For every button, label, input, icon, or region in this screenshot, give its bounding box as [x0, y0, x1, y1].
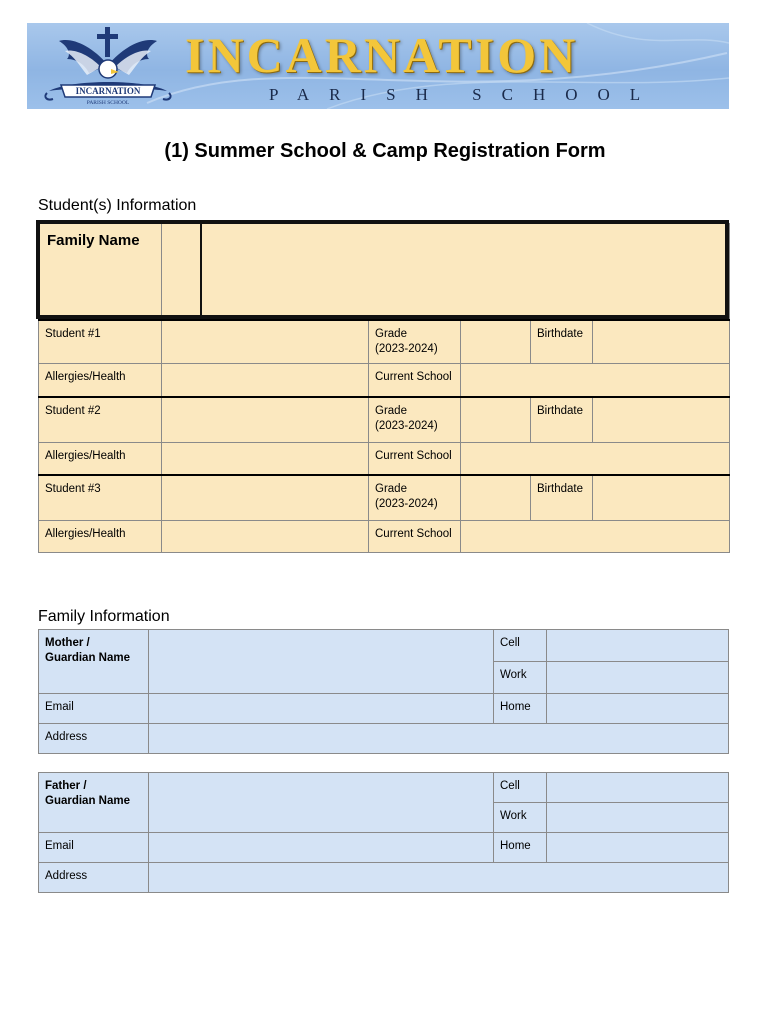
mother-email-label: Email: [39, 694, 149, 724]
mother-address-field[interactable]: [149, 724, 729, 754]
student-1-label: Student #1: [39, 320, 162, 364]
crest-subtext: PARISH SCHOOL: [86, 100, 130, 106]
student-1-grade-field[interactable]: [461, 320, 531, 364]
students-section-heading: Student(s) Information: [38, 197, 197, 214]
student-3-grade-field[interactable]: [461, 475, 531, 521]
family-section-heading: Family Information: [38, 608, 170, 625]
father-name-label: Father / Guardian Name: [39, 773, 149, 833]
student-3-school-field[interactable]: [461, 521, 730, 553]
student-1-allergies-label: Allergies/Health: [39, 364, 162, 397]
family-name-field[interactable]: [162, 224, 730, 320]
form-title: (1) Summer School & Camp Registration Form: [164, 140, 606, 162]
student-1-school-field[interactable]: [461, 364, 730, 397]
student-1-birthdate-field[interactable]: [593, 320, 730, 364]
mother-name-label: Mother / Guardian Name: [39, 630, 149, 694]
father-address-field[interactable]: [149, 863, 729, 893]
student-2-allergies-label: Allergies/Health: [39, 443, 162, 475]
student-2-school-field[interactable]: [461, 443, 730, 475]
father-cell-field[interactable]: [547, 773, 729, 803]
mother-info-table: [38, 629, 729, 754]
student-3-school-label: Current School: [369, 521, 461, 553]
mother-home-label: Home: [494, 694, 547, 724]
student-3-grade-label: Grade (2023-2024): [369, 475, 461, 521]
student-2-grade-field[interactable]: [461, 397, 531, 443]
eagle-crest-logo: [41, 25, 175, 107]
family-name-label: Family Name: [39, 224, 162, 320]
student-2-birthdate-label: Birthdate: [531, 397, 593, 443]
father-info-table: [38, 772, 729, 893]
crest-text: INCARNATION: [75, 86, 141, 96]
father-email-field[interactable]: [149, 833, 494, 863]
mother-home-field[interactable]: [547, 694, 729, 724]
student-2-label: Student #2: [39, 397, 162, 443]
student-3-birthdate-field[interactable]: [593, 475, 730, 521]
mother-cell-label: Cell: [494, 630, 547, 662]
father-work-field[interactable]: [547, 803, 729, 833]
father-email-label: Email: [39, 833, 149, 863]
student-1-birthdate-label: Birthdate: [531, 320, 593, 364]
father-home-label: Home: [494, 833, 547, 863]
student-1-name-field[interactable]: [162, 320, 369, 364]
school-subtitle: PARISH SCHOOL: [269, 85, 661, 104]
student-2-birthdate-field[interactable]: [593, 397, 730, 443]
student-2-name-field[interactable]: [162, 397, 369, 443]
student-3-name-field[interactable]: [162, 475, 369, 521]
father-cell-label: Cell: [494, 773, 547, 803]
father-work-label: Work: [494, 803, 547, 833]
student-3-birthdate-label: Birthdate: [531, 475, 593, 521]
mother-cell-field[interactable]: [547, 630, 729, 662]
student-2-grade-label: Grade (2023-2024): [369, 397, 461, 443]
school-name: INCARNATION: [185, 27, 579, 83]
student-2-allergies-field[interactable]: [162, 443, 369, 475]
student-1-grade-label: Grade (2023-2024): [369, 320, 461, 364]
student-1-allergies-field[interactable]: [162, 364, 369, 397]
mother-address-label: Address: [39, 724, 149, 754]
father-address-label: Address: [39, 863, 149, 893]
mother-work-field[interactable]: [547, 662, 729, 694]
student-3-label: Student #3: [39, 475, 162, 521]
mother-work-label: Work: [494, 662, 547, 694]
student-1-school-label: Current School: [369, 364, 461, 397]
student-info-table: [38, 223, 730, 553]
student-2-school-label: Current School: [369, 443, 461, 475]
student-3-allergies-field[interactable]: [162, 521, 369, 553]
mother-email-field[interactable]: [149, 694, 494, 724]
student-3-allergies-label: Allergies/Health: [39, 521, 162, 553]
mother-name-field[interactable]: [149, 630, 494, 694]
father-home-field[interactable]: [547, 833, 729, 863]
father-name-field[interactable]: [149, 773, 494, 833]
header-banner: [27, 23, 729, 109]
